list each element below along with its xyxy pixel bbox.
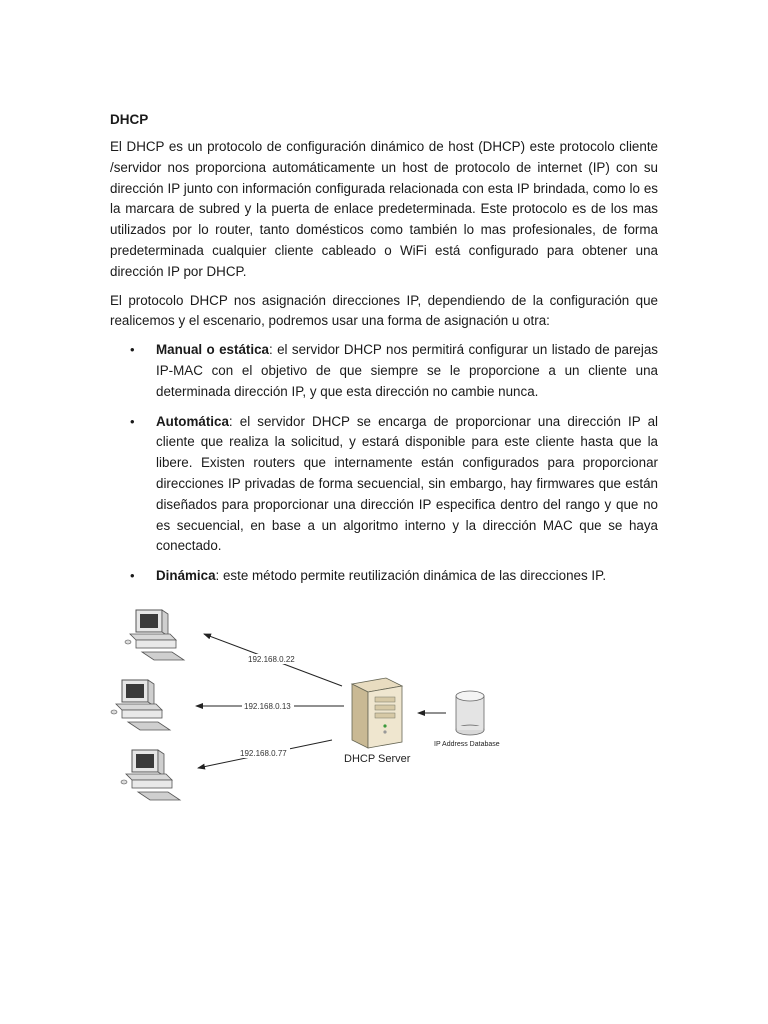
bullet-term: Manual o estática <box>156 342 269 358</box>
database-icon <box>456 691 484 735</box>
database-label: IP Address Database <box>434 741 500 748</box>
assignment-methods-list <box>110 340 658 587</box>
computer-icon <box>125 610 184 660</box>
computer-icon <box>111 680 170 730</box>
server-icon <box>352 678 402 748</box>
bullet-term: Dinámica <box>156 568 216 584</box>
bullet-text: : el servidor DHCP se encarga de proporcionar una dirección IP al cliente que realiza la solicitud, y estará disponible para este cliente hasta que la libere. Existen routers que internamente están configurados para proporcionar direcciones IP privadas de forma secuencial, sin embargo, hay firmwares que están diseñados para proporcionar una dirección IP especifica dentro del rango y que no es secuencial, en base a un algoritmo interno y la dirección MAC que se haya conectado. <box>156 413 658 554</box>
bullet-text: : el servidor DHCP nos permitirá configurar un listado de parejas IP-MAC con el objetivo de que siempre se le proporcione a un cliente una determinada dirección IP, y que esta dirección no cambie nunca. <box>156 342 658 399</box>
list-item <box>110 340 658 402</box>
paragraph-intro: El DHCP es un protocolo de configuración dinámico de host (DHCP) este protocolo cliente /servidor nos proporciona automáticamente un host de protocolo de internet (IP) con su dirección IP junto con información configurada relacionada con esta IP brindada, como lo es la marcara de subred y la puerta de enlace predeterminada. Este protocolo es de los mas utilizados por lo router, tanto domésticos como también lo mas profesionales, de forma predeterminada cualquier cliente cableado o WiFi está configurado para obtener una dirección IP por DHCP. <box>110 139 658 279</box>
computer-icon <box>121 750 180 800</box>
bullet-dot: • <box>130 413 135 429</box>
document-title: DHCP <box>110 112 149 127</box>
bullet-text: : este método permite reutilización dinámica de las direcciones IP. <box>215 568 607 584</box>
ip-label-2: 192.168.0.13 <box>244 702 291 711</box>
ip-label-1: 192.168.0.22 <box>248 655 295 664</box>
list-item <box>110 412 658 558</box>
bullet-dot: • <box>130 342 135 358</box>
bullet-term: Automática <box>156 413 229 429</box>
document-page <box>110 112 658 596</box>
bullet-dot: • <box>130 568 135 584</box>
paragraph-assignment: El protocolo DHCP nos asignación direcciones IP, dependiendo de la configuración que realicemos y el escenario, podremos usar una forma de asignación u otra: <box>110 292 658 329</box>
list-item <box>110 566 658 587</box>
ip-label-3: 192.168.0.77 <box>240 749 287 758</box>
dhcp-diagram <box>100 600 530 810</box>
server-label: DHCP Server <box>344 753 411 765</box>
dhcp-diagram-svg <box>100 600 530 810</box>
